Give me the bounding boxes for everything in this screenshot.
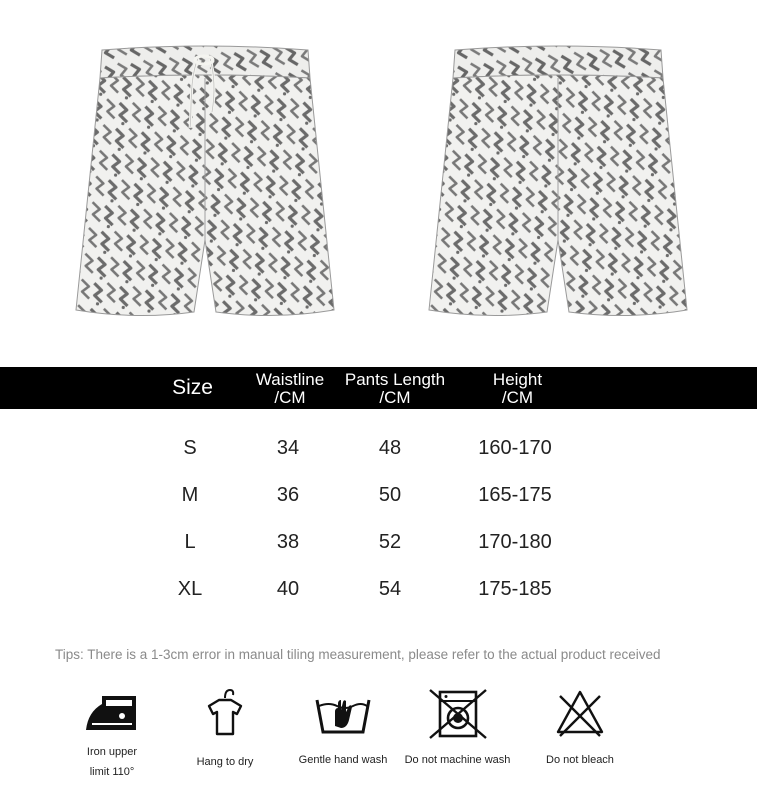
shorts-front-image [74, 40, 336, 322]
cell-height: 165-175 [478, 484, 552, 506]
care-item-no-machine-wash [400, 688, 515, 770]
care-label-hang-dry: Hang to dry [196, 756, 254, 768]
table-row [0, 519, 757, 566]
cell-height: 160-170 [478, 437, 552, 459]
cell-pants-length: 50 [378, 484, 402, 506]
header-pants-length: Pants Length /CM [344, 370, 446, 407]
cell-size: S [183, 437, 197, 459]
product-photos [0, 0, 757, 360]
size-table-header [0, 367, 757, 409]
care-label-iron-2: limit 110° [89, 766, 135, 778]
shorts-back-image [427, 40, 689, 322]
care-label-no-bleach: Do not bleach [546, 754, 614, 766]
cell-waistline: 34 [276, 437, 300, 459]
cell-height: 175-185 [478, 578, 552, 600]
care-item-iron [72, 690, 152, 782]
care-label-no-machine-wash: Do not machine wash [404, 754, 511, 766]
cell-waistline: 40 [276, 578, 300, 600]
care-item-hand-wash [288, 690, 398, 770]
measurement-tips: Tips: There is a 1-3cm error in manual tiling measurement, please refer to the actual product received [55, 647, 661, 662]
cell-waistline: 38 [276, 531, 300, 553]
care-label-iron-1: Iron upper [86, 746, 138, 758]
header-waistline: Waistline /CM [255, 370, 325, 407]
no-machine-wash-icon [428, 688, 488, 740]
cell-waistline: 36 [276, 484, 300, 506]
table-row [0, 472, 757, 519]
table-row [0, 566, 757, 613]
cell-pants-length: 48 [378, 437, 402, 459]
cell-pants-length: 52 [378, 531, 402, 553]
care-item-no-bleach [530, 688, 630, 770]
no-bleach-icon [554, 688, 606, 738]
care-item-hang-dry [185, 686, 265, 772]
cell-pants-length: 54 [378, 578, 402, 600]
cell-size: XL [177, 578, 203, 600]
header-size: Size [172, 376, 213, 399]
cell-size: M [181, 484, 199, 506]
cell-height: 170-180 [478, 531, 552, 553]
table-row [0, 425, 757, 472]
header-height: Height /CM [492, 370, 543, 407]
cell-size: L [184, 531, 196, 553]
hand-wash-icon [313, 690, 373, 738]
hanger-shirt-icon [201, 686, 249, 740]
care-label-hand-wash: Gentle hand wash [298, 754, 388, 766]
iron-icon [82, 690, 142, 736]
